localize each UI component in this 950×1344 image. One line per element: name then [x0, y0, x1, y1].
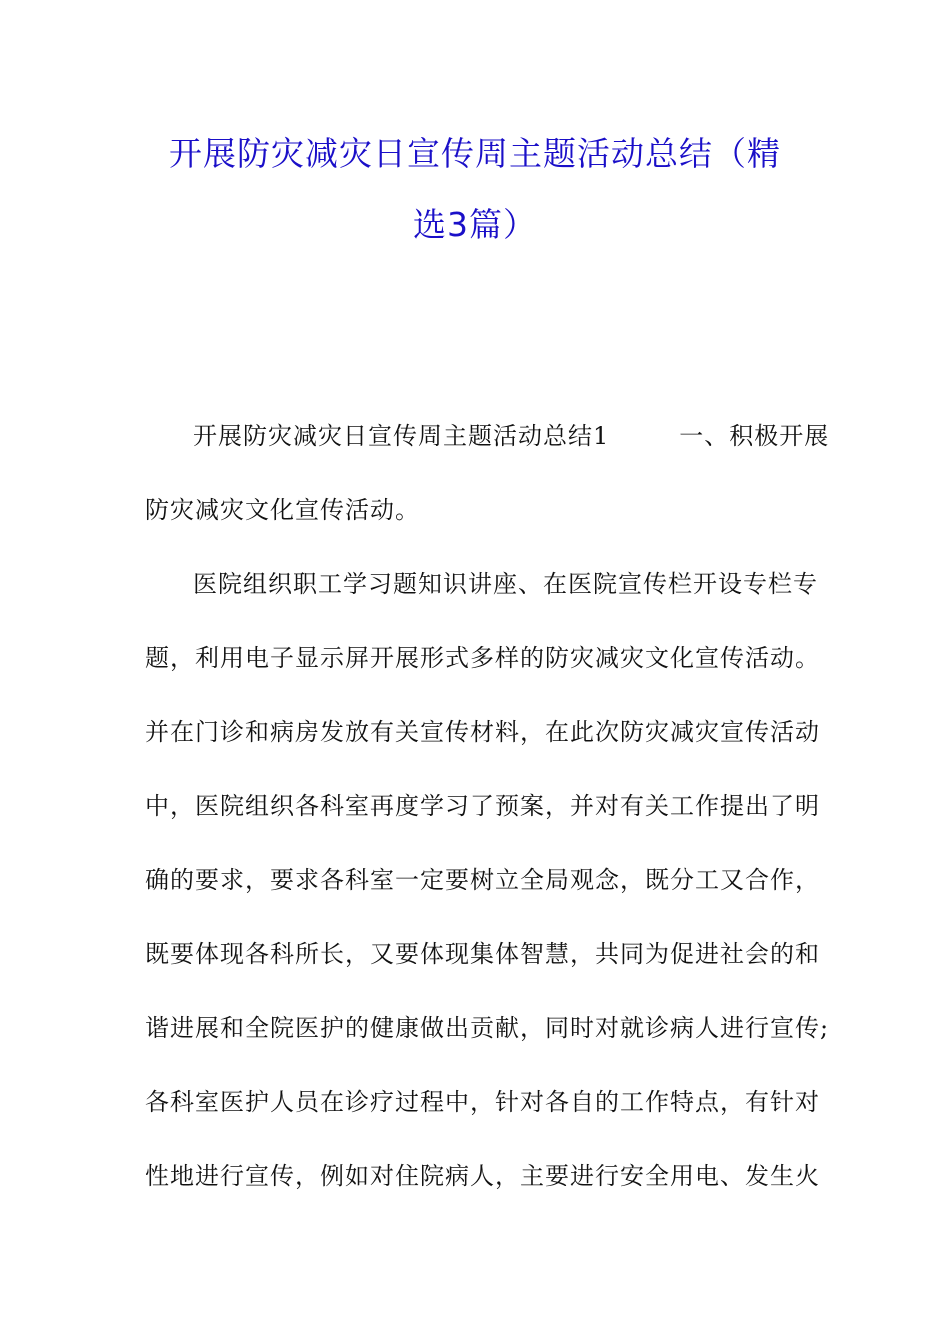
subsection-heading: 一、积极开展	[679, 422, 830, 450]
document-title-line-2: 选3篇）	[413, 205, 537, 244]
section-heading-1: 开展防灾减灾日宣传周主题活动总结1	[193, 422, 610, 450]
paragraph-1-line-2: 防灾减灾文化宣传活动。	[145, 496, 420, 524]
paragraph-2-line-5: 确的要求，要求各科室一定要树立全局观念，既分工又合作，	[145, 866, 820, 894]
paragraph-2-line-3: 并在门诊和病房发放有关宣传材料，在此次防灾减灾宣传活动	[145, 718, 820, 746]
paragraph-1-line-1	[193, 420, 830, 452]
paragraph-2-line-2: 题，利用电子显示屏开展形式多样的防灾减灾文化宣传活动。	[145, 644, 820, 672]
paragraph-2-line-6: 既要体现各科所长，又要体现集体智慧，共同为促进社会的和	[145, 940, 820, 968]
paragraph-2-line-8: 各科室医护人员在诊疗过程中，针对各自的工作特点，有针对	[145, 1088, 820, 1116]
paragraph-2-line-9: 性地进行宣传，例如对住院病人，主要进行安全用电、发生火	[145, 1162, 820, 1190]
paragraph-2-line-7: 谐进展和全院医护的健康做出贡献，同时对就诊病人进行宣传;	[145, 1014, 830, 1042]
paragraph-2-line-1: 医院组织职工学习题知识讲座、在医院宣传栏开设专栏专	[193, 570, 818, 598]
document-title-line-1: 开展防灾减灾日宣传周主题活动总结（精	[169, 134, 781, 173]
paragraph-2-line-4: 中，医院组织各科室再度学习了预案，并对有关工作提出了明	[145, 792, 820, 820]
